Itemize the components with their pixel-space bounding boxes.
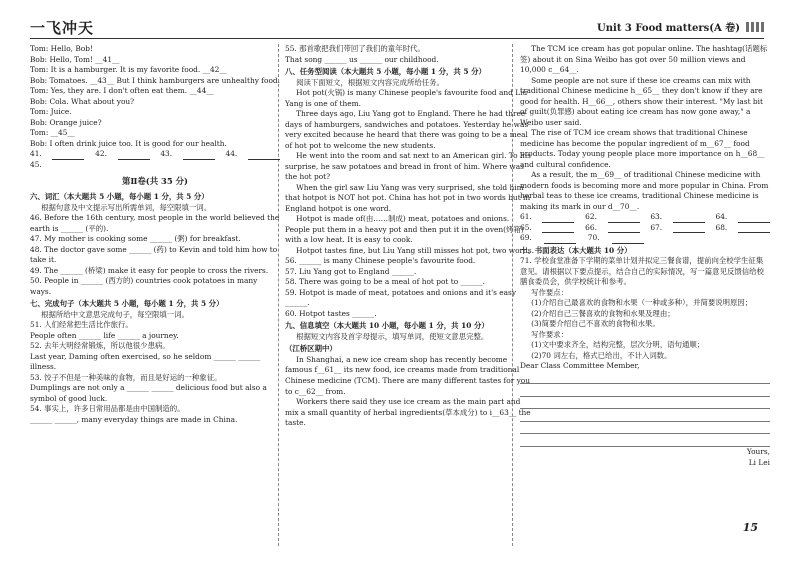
question-item: Dumplings are not only a ______ ______ delicious food but also a symbol of good luck. (30, 383, 267, 403)
writing-prompt: (3)简要介绍自己不喜欢的食物和水果。 (531, 319, 660, 329)
reading-paragraph: The rise of TCM ice cream shows that traditional Chinese medicine has become the popular ingredient of m__67__ food products. Today young people place more importance on h__68__ and cultural confidence. (520, 128, 765, 169)
column-left (30, 44, 280, 425)
reading-paragraph: Some people are not sure if these ice creams can mix with traditional Chinese medicine h__65__ they don't know if they are good for health. H__66__, others show their interest. "My last bit of guilt(负罪感) about eating ice cream has now gone away," a Weibo user said. (520, 75, 763, 127)
writing-line[interactable] (520, 386, 770, 397)
section-8-instructions: 阅读下面短文，根据短文内容完成所给任务。 (296, 77, 444, 87)
dialog-line: Bob: Tomatoes. __43__ But I think hamburgers are unhealthy food. (30, 75, 280, 85)
section-8-title: 八、任务型阅读（本大题共 5 小题，每小题 1 分，共 5 分） (285, 67, 486, 77)
section-9-source: （江桥区期中） (285, 344, 337, 354)
answer-slot[interactable]: 61. (520, 212, 532, 222)
reading-paragraph: Hotpot is made of(由……制成) meat, potatoes and onions. People put them in a heavy pot and then put it in the oven(烤箱) with a low heat. It is easy to cook. (285, 214, 524, 245)
dialog-line: Bob: Cola. What about you? (30, 96, 135, 106)
column-right (520, 44, 770, 468)
dialog-line: Bob: I often drink juice too. It is good for our health. (30, 138, 227, 148)
answer-slot[interactable]: 45. (30, 159, 42, 169)
question-item: 55. 那首歌把我们带回了我们的童年时代。 (285, 44, 425, 53)
question-item: 50. People in ______ (西方的) countries cook potatoes in many ways. (30, 276, 258, 296)
answer-slot[interactable]: 70. (587, 233, 600, 243)
page-number: 15 (742, 521, 758, 535)
dialog-line: Tom: __45__ (30, 128, 75, 138)
letter-greeting: Dear Class Committee Member, (520, 361, 640, 371)
section-9-title: 九、信息填空（本大题共 10 小题，每小题 1 分，共 10 分） (285, 321, 489, 331)
reading-paragraph: Three days ago, Liu Yang got to England. There he had three days of hamburgers, sandwiches and potatoes. Yesterday he was very excited because he heard that there was going to be a meal of hot pot to welcome the new students. (285, 109, 529, 150)
answer-slot[interactable]: 62. (585, 212, 597, 222)
question-item: 57. Liu Yang got to England ______. (285, 266, 417, 276)
question-item: Last year, Daming often exercised, so he seldom ______ ______ illness. (30, 351, 261, 372)
question-item: 59. Hotpot is made of meat, potatoes and onions and it's easy ______. (285, 287, 516, 308)
question-item: 56. ______ is many Chinese people's favourite food. (285, 256, 476, 266)
dialog-line: Tom: Hello, Bob! (30, 44, 93, 53)
question-item: 60. Hotpot tastes ______. (285, 308, 377, 318)
writing-prompt: (1)介绍自己最喜欢的食物和水果（一种或多种），并简要说明原因； (531, 298, 753, 308)
column-middle (285, 44, 535, 429)
dialog-line: Tom: Yes, they are. I don't often eat them. __44__ (30, 86, 214, 96)
reading-paragraph: Hotpot tastes fine, but Liu Yang still misses hot pot, two words. (296, 245, 534, 255)
question-item: 49. The ______ (桥梁) make it easy for people to cross the rivers. (30, 265, 269, 275)
writing-prompt: (1)文中要求齐全，结构完整，层次分明，语句通顺； (531, 340, 705, 350)
writing-line[interactable] (520, 436, 770, 447)
brand-logo: 一飞冲天 (30, 19, 95, 37)
question-item: 53. 饺子不但是一种美味的食物，而且是好运的一种象征。 (30, 372, 222, 382)
question-item: 58. There was going to be a meal of hot pot to ______. (285, 277, 486, 287)
section-7-instructions: 根据所给中文意思完成句子，每空限填一词。 (41, 309, 189, 319)
section-6-instructions: 根据句意及中文提示写出所需单词，每空限填一词。 (41, 202, 212, 212)
reading-paragraph: When the girl saw Liu Yang was very surprised, she told him that hotpot is NOT hot pot. China has hot pot in two words but in England hotpot is one word. (285, 182, 531, 213)
answer-slot[interactable]: 64. (715, 212, 728, 222)
decoration-dots-icon (746, 22, 764, 32)
answer-slot[interactable]: 65. (520, 222, 532, 232)
answer-slot[interactable]: 66. (585, 222, 597, 232)
writing-line[interactable] (520, 398, 770, 409)
reading-paragraph: Workers there said they use ice cream as the main part and mix a small quantity of herbal ingredients(草本成分) to i__63__ the taste. (285, 397, 531, 428)
question-item: ______ ______, many everyday things are made in China. (30, 414, 238, 424)
answer-slot[interactable]: 63. (650, 212, 663, 222)
header-rule (30, 38, 764, 39)
question-item: 54. 事实上，许多日常用品都是由中国制造的。 (30, 404, 185, 414)
writing-prompt: 写作要点： (531, 287, 569, 297)
answer-slot[interactable]: 68. (715, 222, 728, 232)
reading-paragraph: He went into the room and sat next to an American girl. To his surprise, he saw potatoes and bread in front of him. Where was the hot pot? (285, 151, 531, 182)
answer-slot[interactable]: 69. (520, 233, 532, 243)
writing-prompt: (2)介绍自己三餐喜欢的食物和水果及理由； (531, 308, 675, 318)
writing-prompt: 写作要求： (531, 329, 569, 339)
answer-slot[interactable]: 44. (225, 149, 238, 159)
dialog-line: Bob: Orange juice? (30, 117, 102, 127)
dialog-line: Tom: Juice. (30, 107, 72, 117)
answer-slot[interactable]: 41. (30, 149, 42, 159)
question-item: 48. The doctor gave some ______ (药) to Kevin and told him how to take it. (30, 244, 278, 265)
answer-row (520, 212, 770, 223)
reading-paragraph: As a result, the m__69__ of traditional Chinese medicine with modern foods is becoming more and more popular in China. From herbal teas to these ice creams, traditional Chinese medicine is making its mark in our d__70__. (520, 170, 769, 211)
reading-paragraph: Hot pot(火锅) is many Chinese people's favourite food and Liu Yang is one of them. (285, 88, 528, 108)
writing-prompt: (2)70 词左右，格式已给出，不计入词数。 (531, 350, 672, 360)
dialog (30, 44, 280, 149)
page-header (0, 0, 800, 40)
writing-line[interactable] (520, 373, 770, 384)
answer-row (520, 233, 770, 244)
question-item: 52. 去年大明经常锻炼，所以他很少患病。 (30, 341, 170, 351)
question-item: That song ______ us ______ our childhood. (285, 54, 439, 64)
part2-title: 第Ⅱ卷(共 35 分) (122, 176, 188, 187)
section-6-title: 六、词汇（本大题共 5 小题，每小题 1 分，共 5 分） (30, 192, 209, 202)
dialog-line: Bob: Hello, Tom! __41__ (30, 54, 120, 64)
writing-line[interactable] (520, 423, 770, 434)
question-item: People often ______ life ______ a journey. (30, 330, 179, 340)
answer-slot[interactable]: 43. (160, 149, 173, 159)
reading-paragraph: In Shanghai, a new ice cream shop has recently become famous f__61__ its new food, ice creams made from traditional Chinese medicine (TCM). There are many different tastes for you to c__62__ from. (285, 354, 530, 396)
question-item: 51. 人们经常把生活比作旅行。 (30, 320, 133, 330)
answer-row (30, 149, 280, 160)
unit-title: Unit 3 Food matters(A 卷) (597, 23, 740, 34)
question-item: 46. Before the 16th century, most people in the world believed the earth is ______ (平的). (30, 213, 280, 233)
answer-row (520, 223, 770, 234)
letter-signature: Li Lei (748, 457, 770, 467)
answer-slot[interactable]: 42. (95, 149, 107, 159)
section-7-title: 七、完成句子（本大题共 5 小题，每小题 1 分，共 5 分） (30, 299, 224, 309)
dialog-line: Tom: It is a hamburger. It is my favorite food. __42__ (30, 65, 227, 75)
reading-paragraph: The TCM ice cream has got popular online. The hashtag(话题标签) about it on Sina Weibo has got over 50 million views and 10,000 c__64__. (520, 44, 768, 75)
section-10-title: 十、书面表达（本大题共 10 分） (520, 245, 632, 255)
section-9-instructions: 根据短文内容及首字母提示，填写单词，使短文意思完整。 (296, 331, 489, 341)
question-item: 47. My mother is cooking some ______ (粥) for breakfast. (30, 234, 241, 244)
answer-slot[interactable]: 67. (650, 222, 663, 232)
writing-prompt: 71. 学校食堂准备下学期的菜单计划并拟定三餐食谱，提前向全校学生征集意见。请根据以下要点提示，结合自己的实际情况，写一篇意见反馈信给校膳食委员会，供学校统计和参考。 (520, 256, 764, 287)
letter-closing: Yours, (746, 446, 770, 456)
writing-line[interactable] (520, 411, 770, 422)
